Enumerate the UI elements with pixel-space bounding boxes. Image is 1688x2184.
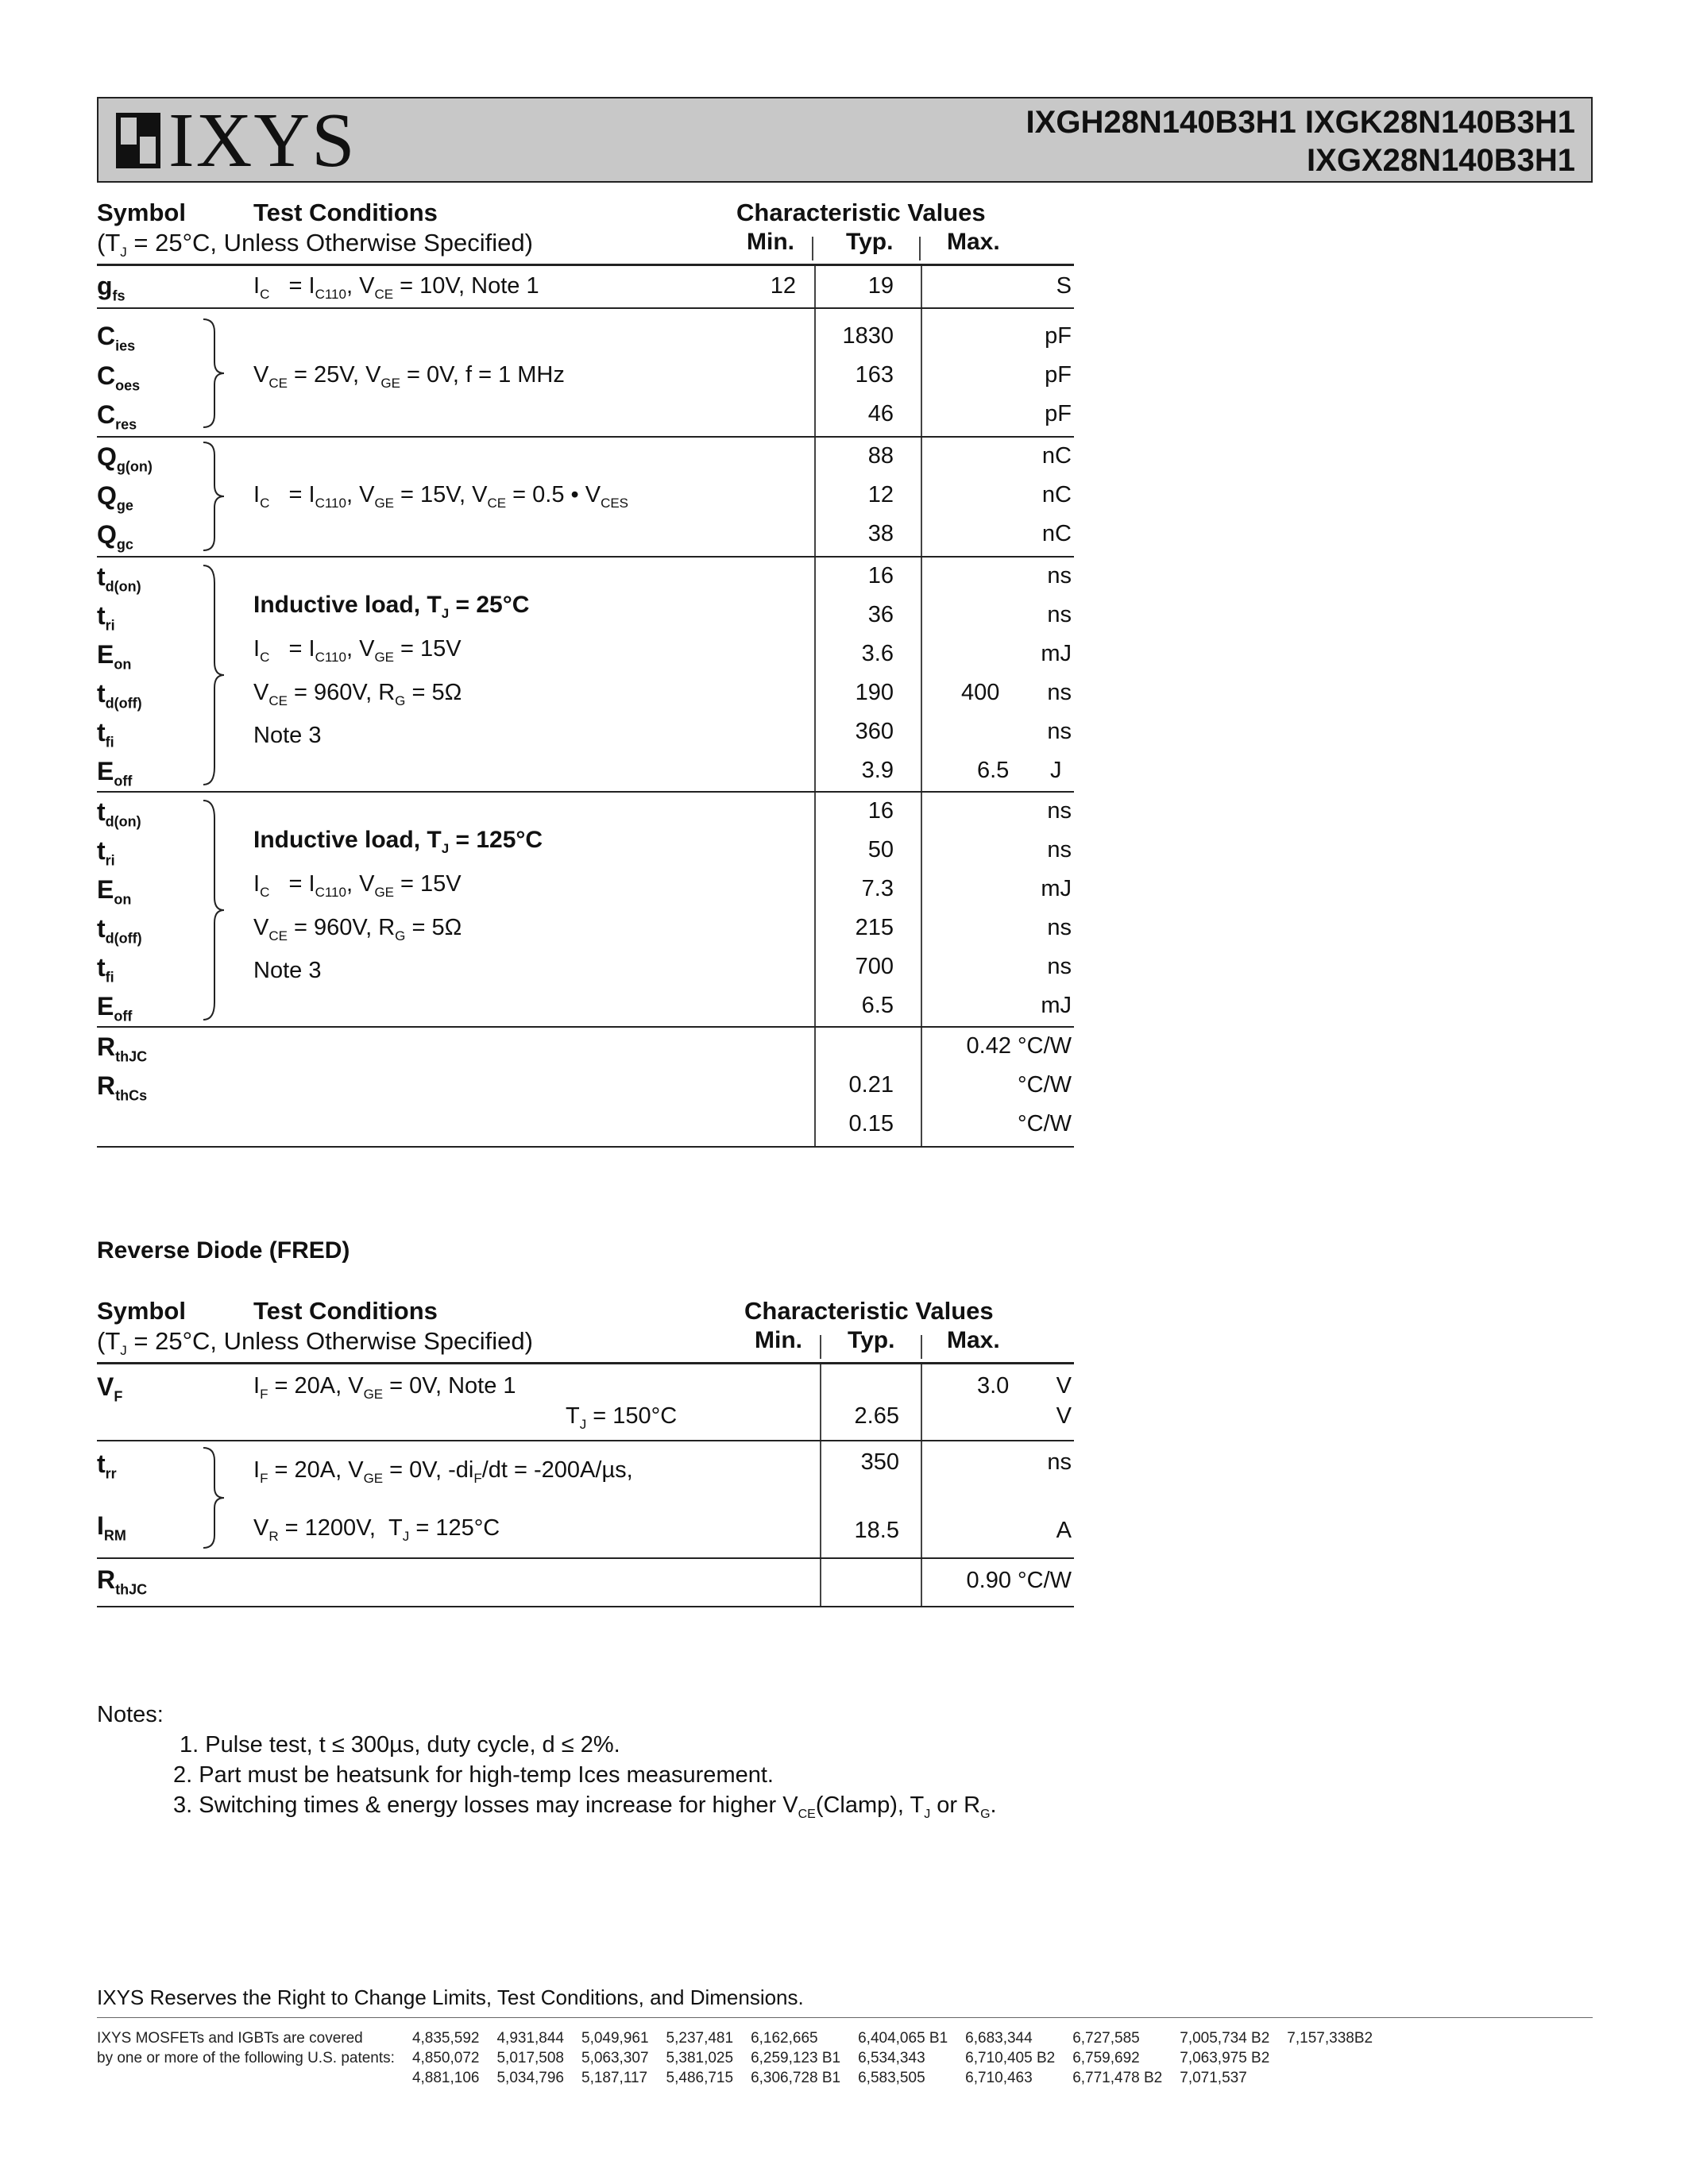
cond-vf: $I_F = 20A$, $V_{GE} = 0V$, Note 1 xyxy=(253,1373,516,1402)
tfi-125-typ: 700 xyxy=(855,954,894,979)
sw25-cond-ic: $I_C = I_{C110}$, $V_{GE} = 15V$ xyxy=(253,636,462,665)
symbol-qgon: $Q_{g(on)}$ xyxy=(97,442,153,475)
qgon-typ: 88 xyxy=(867,443,894,469)
patent-number: 5,034,796 xyxy=(496,2070,564,2086)
qgc-unit: nC xyxy=(1041,521,1072,546)
notes-heading: Notes: xyxy=(97,1702,164,1727)
irm-typ: 18.5 xyxy=(854,1518,899,1543)
symbol-trr: $t_{rr}$ xyxy=(97,1449,117,1482)
patent-number: 7,005,734 B2 xyxy=(1180,2030,1270,2047)
patent-row-1 xyxy=(97,2028,1390,2048)
tdoff-125-typ: 215 xyxy=(855,915,894,940)
diode-conditions-note: ($T_J = 25^\circ C$, Unless Otherwise Specified) xyxy=(97,1327,533,1359)
brace-gate-charge xyxy=(200,441,232,552)
brace-switching-25 xyxy=(200,564,232,786)
patent-number: 5,237,481 xyxy=(666,2030,734,2047)
rthcs-unit-2: °C/W xyxy=(1018,1111,1072,1136)
rthcs-typ-1: 0.21 xyxy=(848,1072,894,1098)
diode-col-test-conditions: Test Conditions xyxy=(253,1297,438,1325)
rthjc-max: 0.42 °C/W xyxy=(966,1033,1072,1059)
patent-list xyxy=(97,2028,1390,2088)
patent-number: 6,683,344 xyxy=(965,2030,1033,2047)
diode-col-max: Max. xyxy=(947,1327,1000,1353)
footer-reserve: IXYS Reserves the Right to Change Limits, Test Conditions, and Dimensions. xyxy=(97,1985,804,2009)
qgc-typ: 38 xyxy=(867,521,894,546)
tfi-25-typ: 360 xyxy=(855,719,894,744)
tfi-25-unit: ns xyxy=(1047,719,1072,744)
eoff-125-typ: 6.5 xyxy=(861,993,894,1018)
brace-capacitance xyxy=(200,318,232,429)
patent-number xyxy=(1287,2048,1390,2068)
cond-gate-charge: $I_C = I_{C110}$, $V_{GE} = 15V$, $V_{CE} = 0.5$ • $V_{CES}$ xyxy=(253,482,629,511)
symbol-tdon-125: $t_{d(on)}$ xyxy=(97,797,141,830)
sw25-title: Inductive load, $T_J = 25^\circ C$ xyxy=(253,592,530,621)
diode-col-symbol: Symbol xyxy=(97,1297,186,1325)
qge-typ: 12 xyxy=(867,482,894,507)
vf-typ: 2.65 xyxy=(854,1403,899,1429)
tri-25-typ: 36 xyxy=(867,602,894,627)
sw125-cond-vce: $V_{CE} = 960V$, $R_G = 5\Omega$ xyxy=(253,915,462,943)
footer-divider xyxy=(97,2017,1593,2018)
eoff-25-unit: J xyxy=(1050,758,1062,783)
patent-number: 7,071,537 xyxy=(1180,2070,1247,2086)
tdon-125-unit: ns xyxy=(1047,798,1072,824)
tdon-25-typ: 16 xyxy=(867,563,894,588)
symbol-qge: $Q_{ge}$ xyxy=(97,481,133,514)
brace-switching-125 xyxy=(200,799,232,1021)
patent-number: 5,063,307 xyxy=(581,2050,649,2066)
sw25-note: Note 3 xyxy=(253,723,322,748)
cies-unit: pF xyxy=(1045,323,1072,349)
cres-unit: pF xyxy=(1045,401,1072,426)
eon-125-typ: 7.3 xyxy=(861,876,894,901)
patent-number: 5,486,715 xyxy=(666,2070,734,2086)
patent-number xyxy=(1287,2068,1390,2088)
gfs-unit: S xyxy=(1056,273,1072,299)
gfs-typ: 19 xyxy=(867,273,894,299)
patent-number: 7,157,338B2 xyxy=(1287,2030,1373,2047)
sw25-cond-vce: $V_{CE} = 960V$, $R_G = 5\Omega$ xyxy=(253,680,462,708)
patent-number: 6,404,065 B1 xyxy=(858,2030,948,2047)
patent-number: 6,710,463 xyxy=(965,2070,1033,2086)
patent-number: 6,583,505 xyxy=(858,2070,925,2086)
patent-number: by one or more of the following U.S. patents: xyxy=(97,2050,395,2066)
tdoff-25-typ: 190 xyxy=(855,680,894,705)
tri-125-unit: ns xyxy=(1047,837,1072,862)
col-max: Max. xyxy=(947,229,1000,255)
diode-rthjc-max: 0.90 °C/W xyxy=(966,1568,1072,1593)
ixys-logo xyxy=(116,98,357,183)
part-line-2: IXGX28N140B3H1 xyxy=(1307,143,1575,178)
patent-row-2 xyxy=(97,2048,1390,2068)
patent-number: 4,931,844 xyxy=(496,2030,564,2047)
symbol-tdon-25: $t_{d(on)}$ xyxy=(97,562,141,595)
patent-number xyxy=(97,2068,412,2088)
vf-max: 3.0 xyxy=(977,1373,1010,1399)
irm-unit: A xyxy=(1056,1518,1072,1543)
diode-typ-divider-right xyxy=(921,1364,922,1607)
patent-number: 6,759,692 xyxy=(1072,2050,1140,2066)
tdon-25-unit: ns xyxy=(1047,563,1072,588)
cies-typ: 1830 xyxy=(842,323,894,349)
symbol-gfs: $g_{fs}$ xyxy=(97,272,126,304)
trr-unit: ns xyxy=(1047,1449,1072,1475)
eoff-25-typ: 3.9 xyxy=(861,758,894,783)
rthcs-unit-1: °C/W xyxy=(1018,1072,1072,1098)
patent-row-3 xyxy=(97,2068,1390,2088)
coes-typ: 163 xyxy=(855,362,894,388)
symbol-irm: $I_{RM}$ xyxy=(97,1511,126,1544)
vf-unit: V xyxy=(1056,1373,1072,1399)
qgon-unit: nC xyxy=(1041,443,1072,469)
gfs-min: 12 xyxy=(770,273,796,299)
cond-irm: $V_R = 1200V$, $T_J = 125^\circ C$ xyxy=(253,1515,500,1544)
notes-section xyxy=(97,1700,997,1830)
symbol-cies: $C_{ies}$ xyxy=(97,322,136,354)
coes-unit: pF xyxy=(1045,362,1072,388)
patent-number: 5,187,117 xyxy=(581,2070,648,2086)
symbol-tfi-125: $t_{fi}$ xyxy=(97,953,114,986)
symbol-vf: $V_F$ xyxy=(97,1372,123,1405)
tdoff-25-unit: ns xyxy=(1047,680,1072,705)
tdon-125-typ: 16 xyxy=(867,798,894,824)
ixys-logo-icon xyxy=(116,113,160,168)
diode-characteristics-table xyxy=(97,1297,1074,1615)
trr-typ: 350 xyxy=(860,1449,899,1475)
header-bar xyxy=(97,97,1593,183)
tdoff-125-unit: ns xyxy=(1047,915,1072,940)
patent-number: 5,017,508 xyxy=(496,2050,564,2066)
qge-unit: nC xyxy=(1041,482,1072,507)
patent-number: 6,727,585 xyxy=(1072,2030,1140,2047)
col-typ: Typ. xyxy=(846,229,894,255)
col-test-conditions: Test Conditions xyxy=(253,199,438,226)
note-1: 1. Pulse test, t ≤ 300µs, duty cycle, d ≤ 2%. xyxy=(180,1732,620,1758)
symbol-tri-25: $t_{ri}$ xyxy=(97,601,115,634)
tri-25-unit: ns xyxy=(1047,602,1072,627)
eoff-25-max: 6.5 xyxy=(977,758,1010,783)
symbol-eon-125: $E_{on}$ xyxy=(97,875,132,908)
diode-col-min: Min. xyxy=(755,1327,802,1353)
part-numbers xyxy=(1026,103,1575,179)
patent-number: 5,049,961 xyxy=(581,2030,649,2047)
logo-text: IXYS xyxy=(168,98,357,183)
col-characteristic-values: Characteristic Values xyxy=(736,199,986,226)
cond-trr: $I_F = 20A$, $V_{GE} = 0V$, $-di_F/dt = -200A/\mu s$, xyxy=(253,1457,633,1486)
diode-col-characteristic-values: Characteristic Values xyxy=(744,1297,994,1325)
symbol-tfi-25: $t_{fi}$ xyxy=(97,718,114,751)
rthcs-typ-2: 0.15 xyxy=(848,1111,894,1136)
diode-title: Reverse Diode (FRED) xyxy=(97,1237,350,1264)
tri-125-typ: 50 xyxy=(867,837,894,862)
conditions-note: ($T_J = 25^\circ C$, Unless Otherwise Specified) xyxy=(97,229,533,260)
sw125-title: Inductive load, $T_J = 125^\circ C$ xyxy=(253,827,543,856)
symbol-eoff-25: $E_{off}$ xyxy=(97,757,133,789)
symbol-rthcs: $R_{thCs}$ xyxy=(97,1071,148,1104)
cond-gfs: $I_C = I_{C110}$, $V_{CE} = 10V$, Note 1 xyxy=(253,273,539,302)
diode-col-typ: Typ. xyxy=(848,1327,895,1353)
diode-typ-divider-left xyxy=(820,1364,821,1607)
patent-number: 6,259,123 B1 xyxy=(751,2050,841,2066)
patent-number: IXYS MOSFETs and IGBTs are covered xyxy=(97,2030,363,2047)
patent-number: 6,306,728 B1 xyxy=(751,2070,841,2086)
vf-unit-2: V xyxy=(1056,1403,1072,1429)
symbol-tdoff-25: $t_{d(off)}$ xyxy=(97,679,142,712)
note-3: 3. Switching times & energy losses may increase for higher $V_{CE}(Clamp)$, $T_J$ or $R_G$. xyxy=(173,1792,997,1821)
eon-25-unit: mJ xyxy=(1041,641,1072,666)
patent-number: 7,063,975 B2 xyxy=(1180,2050,1270,2066)
eon-125-unit: mJ xyxy=(1041,876,1072,901)
symbol-coes: $C_{oes}$ xyxy=(97,361,141,394)
patent-number: 6,710,405 B2 xyxy=(965,2050,1056,2066)
eon-25-typ: 3.6 xyxy=(861,641,894,666)
igbt-characteristics-table xyxy=(97,199,1074,1152)
patent-number: 6,771,478 B2 xyxy=(1072,2070,1163,2086)
tfi-125-unit: ns xyxy=(1047,954,1072,979)
sw125-cond-ic: $I_C = I_{C110}$, $V_{GE} = 15V$ xyxy=(253,871,462,900)
symbol-qgc: $Q_{gc}$ xyxy=(97,520,133,553)
cres-typ: 46 xyxy=(867,401,894,426)
cond-capacitance: $V_{CE} = 25V$, $V_{GE} = 0V$, f = 1 MHz xyxy=(253,362,565,391)
patent-number: 4,850,072 xyxy=(411,2050,480,2066)
sw125-note: Note 3 xyxy=(253,958,322,983)
patent-number: 6,162,665 xyxy=(751,2030,818,2047)
cond-vf-tj: $T_J = 150^\circ C$ xyxy=(566,1403,678,1432)
symbol-tri-125: $t_{ri}$ xyxy=(97,836,115,869)
typ-col-divider-right xyxy=(921,266,922,1148)
symbol-tdoff-125: $t_{d(off)}$ xyxy=(97,914,142,947)
eoff-125-unit: mJ xyxy=(1041,993,1072,1018)
patent-number: 6,534,343 xyxy=(858,2050,925,2066)
col-min: Min. xyxy=(747,229,794,255)
symbol-rthjc: $R_{thJC}$ xyxy=(97,1032,148,1065)
patent-number: 4,881,106 xyxy=(411,2070,480,2086)
brace-recovery xyxy=(200,1446,232,1549)
symbol-eoff-125: $E_{off}$ xyxy=(97,992,133,1024)
tdoff-25-max: 400 xyxy=(961,680,1000,705)
note-2: 2. Part must be heatsunk for high-temp Ices measurement. xyxy=(173,1762,774,1788)
patent-number: 5,381,025 xyxy=(666,2050,734,2066)
symbol-eon-25: $E_{on}$ xyxy=(97,640,132,673)
patent-number: 4,835,592 xyxy=(411,2030,480,2047)
symbol-diode-rthjc: $R_{thJC}$ xyxy=(97,1565,148,1598)
symbol-cres: $C_{res}$ xyxy=(97,400,137,433)
part-line-1: IXGH28N140B3H1 IXGK28N140B3H1 xyxy=(1026,105,1575,140)
col-symbol: Symbol xyxy=(97,199,186,226)
